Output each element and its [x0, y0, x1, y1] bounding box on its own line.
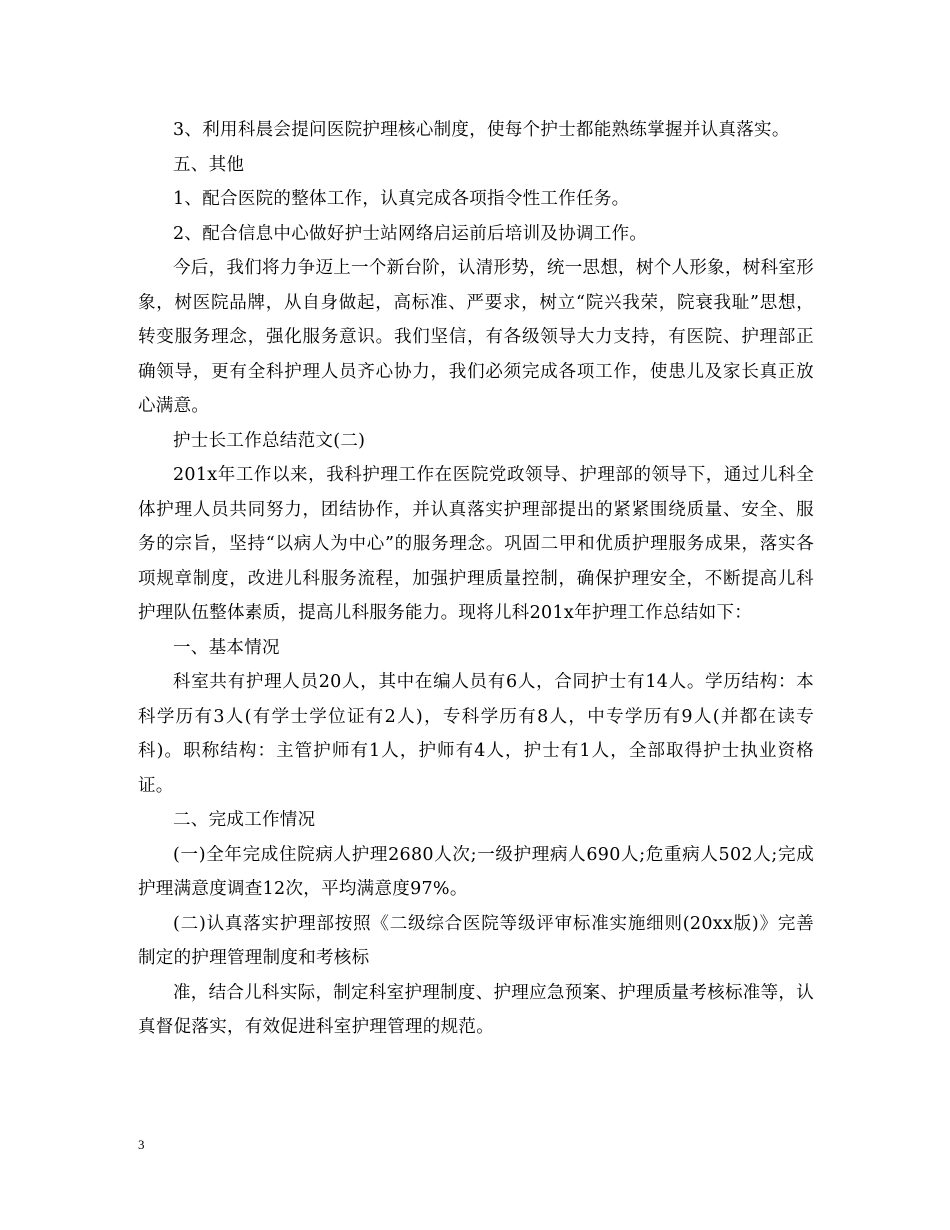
paragraph-introduction: 201x年工作以来，我科护理工作在医院党政领导、护理部的领导下，通过儿科全体护理人员共同努力，团结协作，并认真落实护理部提出的紧紧围绕质量、安全、服务的宗旨，坚持“以病人为中心”的服务理念。巩固二甲和优质护理服务成果，落实各项规章制度，改进儿科服务流程，加强护理质量控制，确保护理安全，不断提高儿科护理队伍整体素质，提高儿科服务能力。现将儿科201x年护理工作总结如下：	[138, 465, 814, 623]
section-heading-other: 五、其他	[173, 154, 245, 175]
page-number: 3	[138, 1137, 145, 1152]
paragraph-standards: (二)认真落实护理部按照《二级综合医院等级评审标准实施细则(20xx版)》完善制定的护理管理制度和考核标	[138, 913, 814, 968]
paragraph-item-3: 3、利用科晨会提问医院护理核心制度，使每个护士都能熟练掌握并认真落实。	[173, 120, 790, 140]
document-body	[138, 113, 814, 1045]
section-heading-basic-info: 一、基本情况	[173, 637, 280, 658]
paragraph-standards-continued: 准，结合儿科实际，制定科室护理制度、护理应急预案、护理质量考核标准等，认真督促落实，有效促进科室护理管理的规范。	[138, 982, 814, 1037]
paragraph-item-1: 1、配合医院的整体工作，认真完成各项指令性工作任务。	[173, 189, 630, 209]
paragraph-work-stats: (一)全年完成住院病人护理2680人次;一级护理病人690人;危重病人502人;完成护理满意度调查12次，平均满意度97%。	[138, 844, 814, 899]
paragraph-future-plans: 今后，我们将力争迈上一个新台阶，认清形势，统一思想，树个人形象，树科室形象，树医院品牌，从自身做起，高标准、严要求，树立“院兴我荣，院衰我耻”思想，转变服务理念，强化服务意识。我们坚信，有各级领导大力支持，有医院、护理部正确领导，更有全科护理人员齐心协力，我们必须完成各项工作，使患儿及家长真正放心满意。	[138, 258, 814, 416]
document-subtitle: 护士长工作总结范文(二)	[173, 430, 366, 451]
section-heading-work-completed: 二、完成工作情况	[173, 810, 316, 830]
paragraph-item-2: 2、配合信息中心做好护士站网络启运前后培训及协调工作。	[173, 223, 648, 244]
paragraph-staffing: 科室共有护理人员20人，其中在编人员有6人，合同护士有14人。学历结构：本科学历有3人(有学士学位证有2人)，专科学历有8人，中专学历有9人(并都在读专科)。职称结构：主管护师有1人，护师有4人，护士有1人，全部取得护士执业资格证。	[138, 672, 814, 796]
